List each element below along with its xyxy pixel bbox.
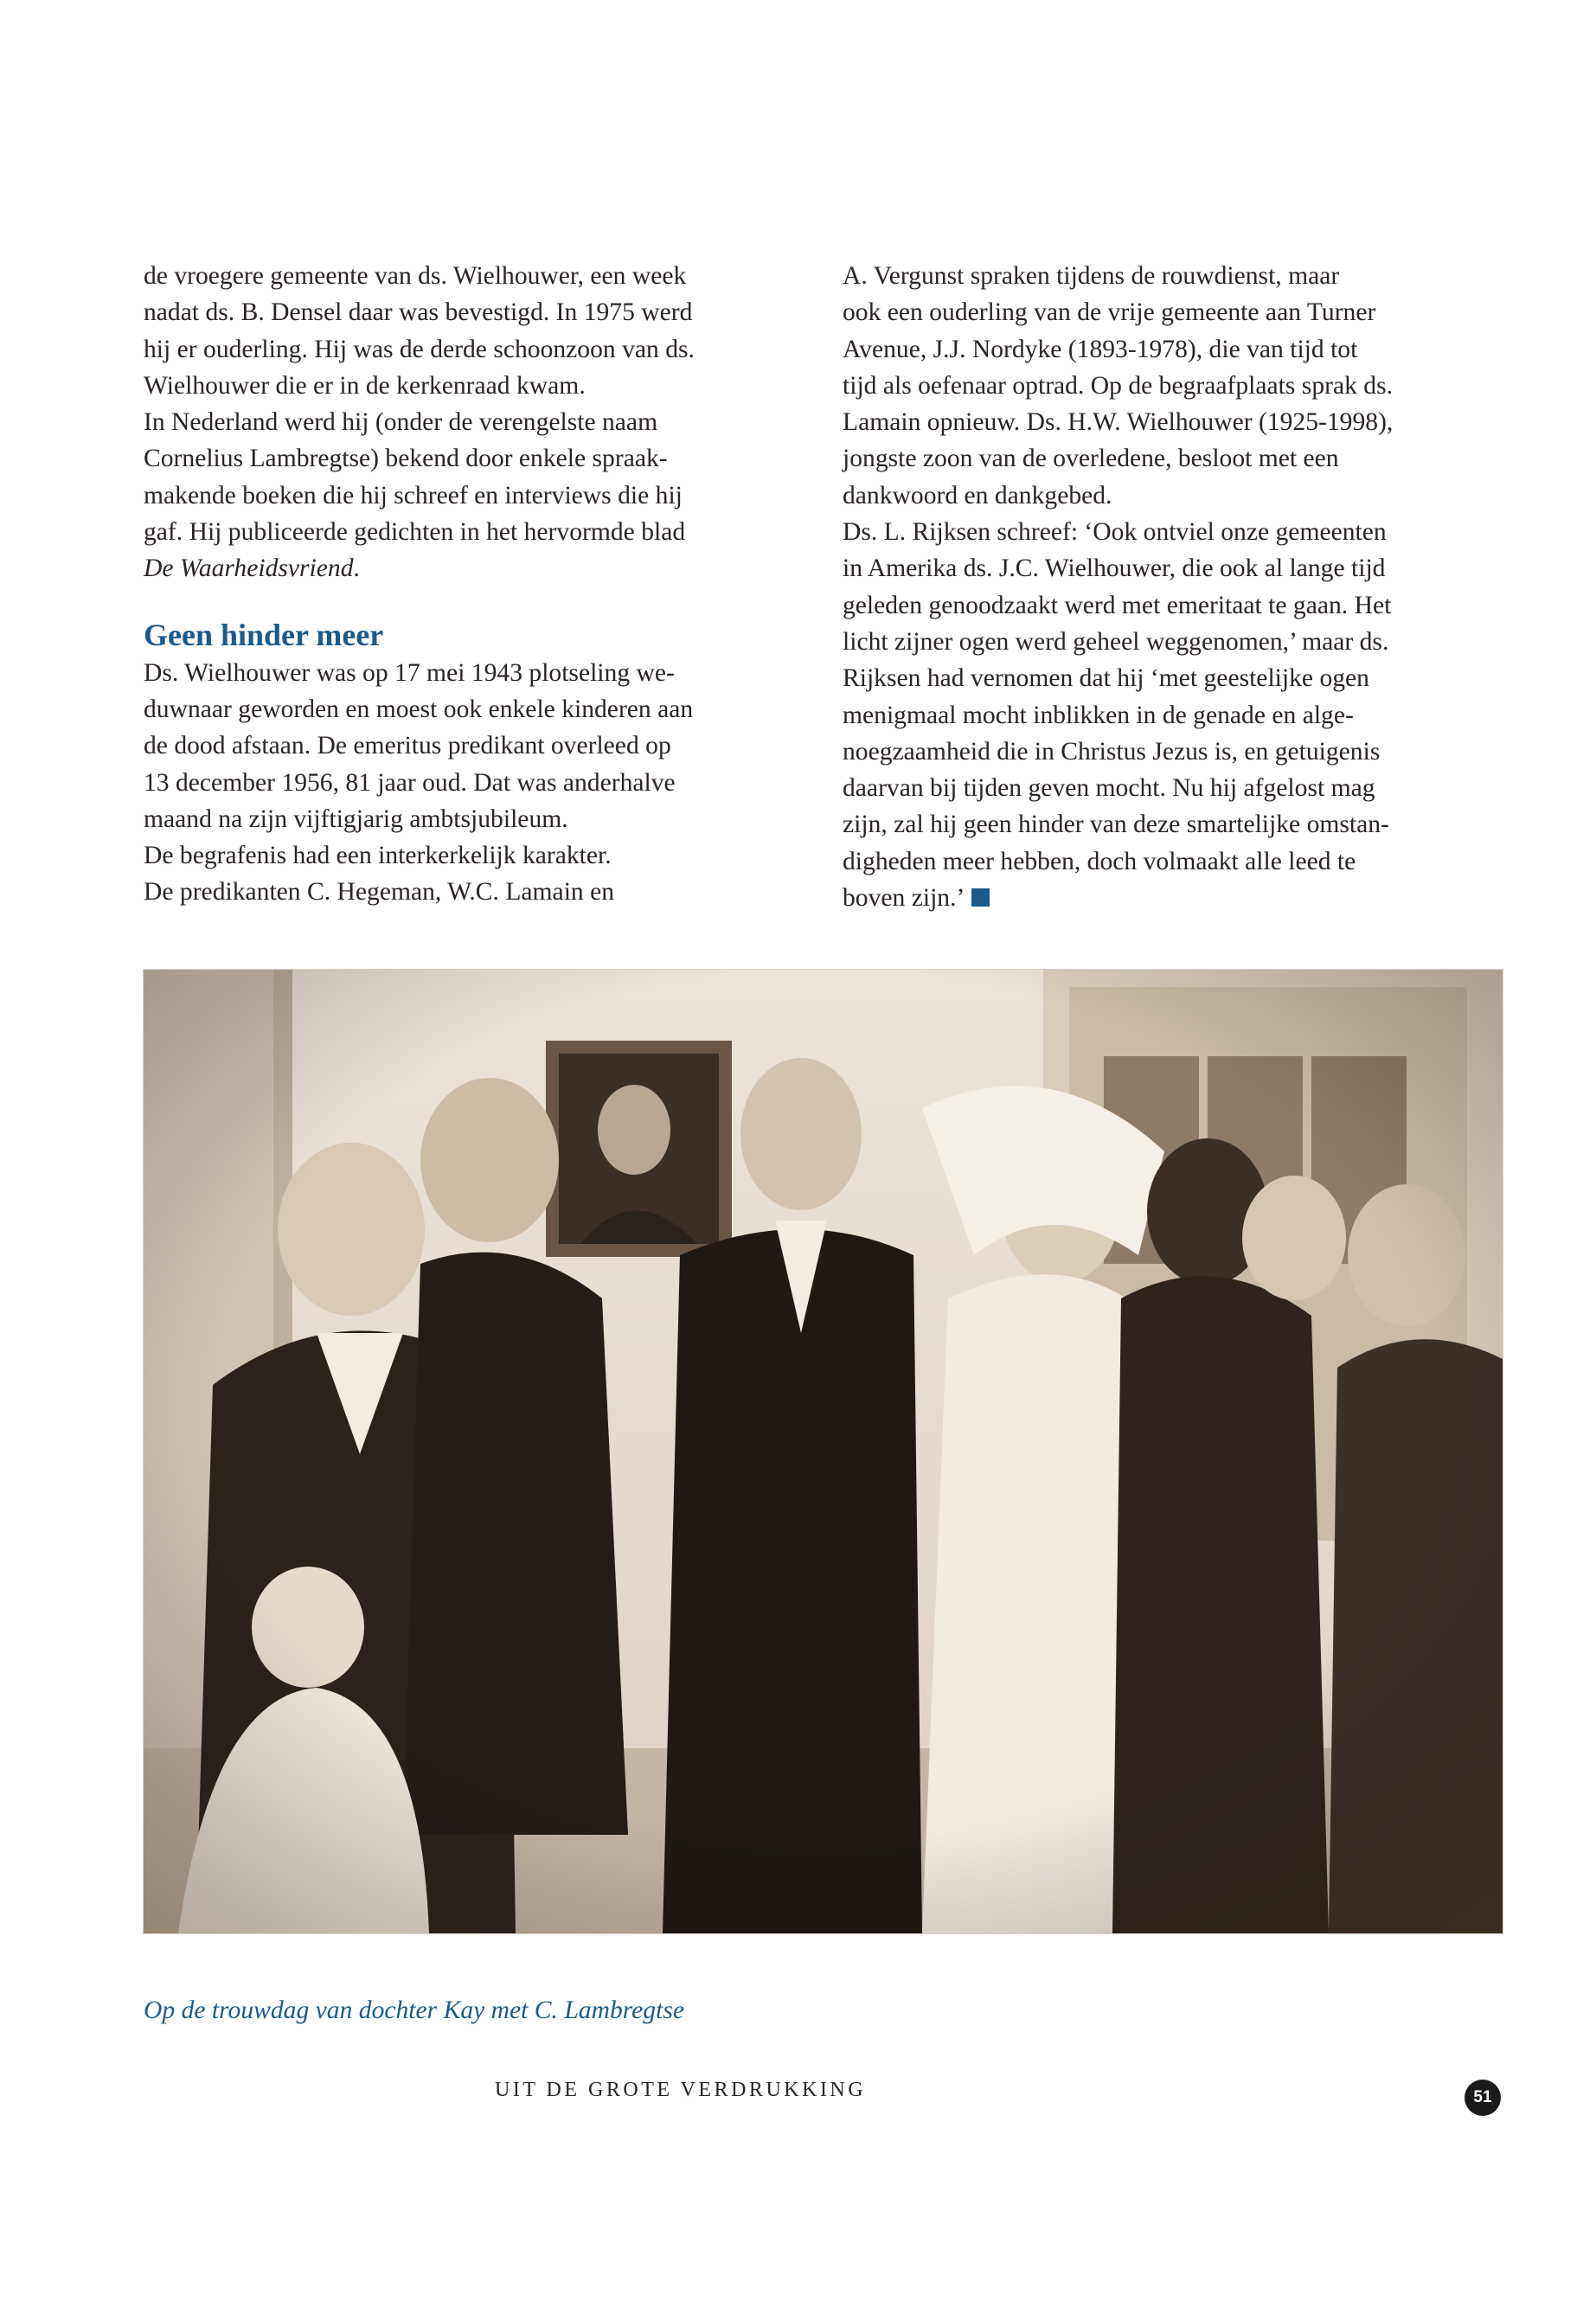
body-line: de dood afstaan. De emeritus predikant overleed op bbox=[144, 732, 671, 760]
running-title: UIT DE GROTE VERDRUKKING bbox=[495, 2079, 867, 2101]
body-line: Ds. Wielhouwer was op 17 mei 1943 plotseling we- bbox=[144, 658, 675, 687]
body-line: nadat ds. B. Densel daar was bevestigd. In 1975 werd bbox=[144, 298, 693, 327]
body-line: gaf. Hij publiceerde gedichten in het hervormde blad bbox=[144, 518, 686, 547]
body-line: jongste zoon van de overledene, besloot met een bbox=[843, 445, 1339, 473]
body-line: In Nederland werd hij (onder de verengelste naam bbox=[144, 408, 658, 437]
publication-title: De Waarheidsvriend bbox=[144, 554, 354, 583]
body-line: licht zijner ogen werd geheel weggenomen,’ maar ds. bbox=[843, 627, 1389, 656]
body-line: De predikanten C. Hegeman, W.C. Lamain en bbox=[144, 878, 615, 907]
body-line: ook een ouderling van de vrije gemeente aan Turner bbox=[843, 298, 1376, 327]
body-line: Ds. L. Rijksen schreef: ‘Ook ontviel onze gemeenten bbox=[843, 518, 1387, 547]
section-heading: Geen hinder meer bbox=[144, 617, 384, 652]
body-line: hij er ouderling. Hij was de derde schoonzoon van ds. bbox=[144, 335, 695, 363]
body-line: 13 december 1956, 81 jaar oud. Dat was anderhalve bbox=[144, 768, 676, 797]
body-line: in Amerika ds. J.C. Wielhouwer, die ook al lange tijd bbox=[843, 554, 1386, 583]
body-line: noegzaamheid die in Christus Jezus is, en getuigenis bbox=[843, 737, 1381, 766]
body-line: Cornelius Lambregtse) bekend door enkele spraak- bbox=[144, 445, 668, 473]
body-line: dankwoord en dankgebed. bbox=[843, 481, 1112, 510]
body-line: de vroegere gemeente van ds. Wielhouwer, een week bbox=[144, 262, 687, 290]
body-line: Rijksen had vernomen dat hij ‘met geestelijke ogen bbox=[843, 664, 1369, 693]
wedding-photo bbox=[143, 969, 1503, 1934]
publication-title-line bbox=[144, 550, 801, 586]
last-line-text: boven zijn.’ bbox=[843, 884, 965, 913]
body-line: De begrafenis had een interkerkelijk karakter. bbox=[144, 842, 612, 870]
page-number-badge: 51 bbox=[1465, 2080, 1501, 2116]
body-line: makende boeken die hij schreef en interviews die hij bbox=[144, 481, 683, 510]
body-line: geleden genoodzaakt werd met emeritaat te gaan. Het bbox=[843, 591, 1392, 619]
end-of-article-square-icon bbox=[971, 888, 990, 907]
body-line: duwnaar geworden en moest ook enkele kinderen aan bbox=[144, 695, 694, 723]
body-line: Avenue, J.J. Nordyke (1893-1978), die van tijd tot bbox=[843, 335, 1358, 363]
last-body-line bbox=[843, 880, 1517, 916]
body-line: Wielhouwer die er in de kerkenraad kwam. bbox=[144, 371, 586, 400]
body-line: Lamain opnieuw. Ds. H.W. Wielhouwer (1925-1998), bbox=[843, 408, 1394, 437]
body-line: zijn, zal hij geen hinder van deze smartelijke omstan- bbox=[843, 811, 1389, 839]
body-line: menigmaal mocht inblikken in de genade en alge- bbox=[843, 701, 1354, 729]
body-line: digheden meer hebben, doch volmaakt alle leed te bbox=[843, 847, 1356, 875]
right-text-column bbox=[843, 258, 1517, 916]
left-text-column bbox=[144, 258, 801, 911]
body-line: maand na zijn vijftigjarig ambtsjubileum. bbox=[144, 804, 568, 833]
body-line: daarvan bij tijden geven mocht. Nu hij afgelost mag bbox=[843, 774, 1375, 803]
body-line: A. Vergunst spraken tijdens de rouwdienst, maar bbox=[843, 262, 1340, 290]
photo-caption: Op de trouwdag van dochter Kay met C. Lambregtse bbox=[144, 1996, 684, 2024]
publication-title-period: . bbox=[353, 554, 360, 583]
body-line: tijd als oefenaar optrad. Op de begraafplaats sprak ds. bbox=[843, 371, 1394, 400]
